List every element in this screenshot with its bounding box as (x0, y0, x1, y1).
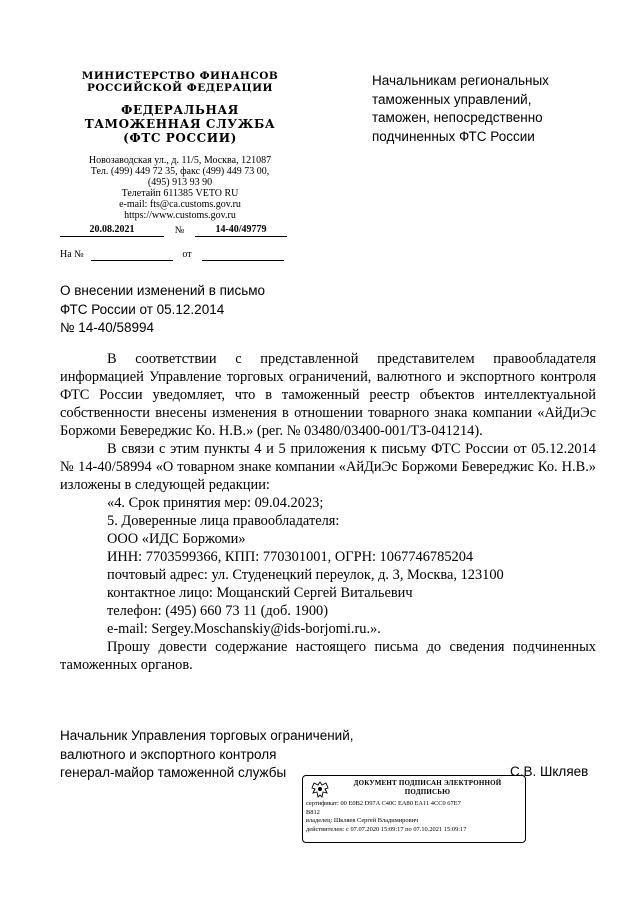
body-ids: ИНН: 7703599366, КПП: 770301001, ОГРН: 1067746785204 (107, 549, 474, 565)
letter-number: 14-40/49779 (195, 224, 287, 237)
letterhead (60, 70, 300, 221)
addressee (372, 72, 612, 146)
outgoing-registration (60, 224, 290, 237)
electronic-signature-stamp (302, 775, 526, 843)
stamp-title (335, 779, 520, 796)
addressee-line-4: подчиненных ФТС России (372, 128, 535, 144)
ref-number-label: На № (60, 249, 84, 260)
agency-address: Новозаводская ул., д. 11/5, Москва, 121087 (88, 155, 272, 166)
subject-line-1: О внесении изменений в письмо (60, 283, 266, 298)
body-contact-person: контактное лицо: Мощанский Сергей Витальевич (107, 585, 413, 601)
agency-contacts (60, 155, 300, 221)
letter-body (60, 350, 596, 674)
agency-line-1: ФЕДЕРАЛЬНАЯ (121, 103, 239, 117)
body-paragraph-3: Прошу довести содержание настоящего письма до сведения подчиненных таможенных органов. (60, 639, 596, 673)
signatory-line-3: генерал-майор таможенной службы (60, 765, 287, 780)
signatory-line-2: валютного и экспортного контроля (60, 746, 277, 762)
letter-subject (60, 282, 320, 338)
body-paragraph-2: В связи с этим пункты 4 и 5 приложения к письму ФТС России от 05.12.2014 № 14-40/58994 «О товарном знаке компании «АйДиЭс Боржоми Бевереджис Ко. Н.В.» изложены в следующей редакции: (60, 441, 596, 493)
stamp-title-line-2: ПОДПИСЬЮ (404, 787, 451, 796)
subject-line-2: ФТС России от 05.12.2014 (60, 301, 225, 317)
stamp-title-line-1: ДОКУМЕНТ ПОДПИСАН ЭЛЕКТРОННОЙ (353, 779, 502, 787)
stamp-details (306, 800, 522, 834)
agency-website: https://www.customs.gov.ru (124, 210, 236, 221)
body-phone: телефон: (495) 660 73 11 (доб. 1900) (107, 603, 329, 619)
body-paragraph-1: В соответствии с представленной представителем правообладателя информацией Управление торговых ограничений, валютного и экспортного контроля ФТС России уведомляет, что в таможенный реестр объектов интеллектуальной собственности внесены изменения в отношении товарного знака компании «АйДиЭс Боржоми Бевереджис Ко. Н.В.» (рег. № 03480/03400-001/ТЗ-041214). (60, 351, 596, 439)
agency-email: e-mail: fts@ca.customs.gov.ru (119, 199, 241, 210)
addressee-line-3: таможен, непосредственно (372, 110, 543, 125)
ref-date-blank (202, 248, 284, 261)
signatory-name: С.В. Шкляев (510, 764, 589, 779)
signatory-line-1: Начальник Управления торговых ограничений, (60, 728, 354, 743)
body-email: e-mail: Sergey.Moschanskiy@ids-borjomi.ru.». (107, 621, 381, 637)
addressee-line-1: Начальникам региональных (372, 73, 549, 88)
agency-teletype: Телетайп 611385 VETO RU (121, 188, 239, 199)
incoming-reference (60, 248, 290, 261)
addressee-line-2: таможенных управлений, (372, 91, 532, 107)
number-label: № (174, 225, 185, 236)
agency-phone-2: (495) 913 93 90 (147, 177, 213, 188)
ministry-line-2: РОССИЙСКОЙ ФЕДЕРАЦИИ (87, 82, 273, 94)
letter-date: 20.08.2021 (60, 224, 164, 237)
body-company: ООО «ИДС Боржоми» (107, 531, 246, 547)
eagle-emblem-icon (309, 780, 331, 800)
stamp-certificate: сертификат: 00 E0B2 D97A C40C EA80 EA11 4CC0 67E7 (306, 800, 461, 807)
agency-line-2: ТАМОЖЕННАЯ СЛУЖБА (84, 117, 276, 131)
agency-phone-fax: Тел. (499) 449 72 35, факс (499) 449 73 00, (90, 166, 270, 177)
ref-number-blank (91, 248, 173, 261)
stamp-owner: владелец: Шкляев Сергей Владимирович (306, 817, 419, 825)
body-item-5: 5. Доверенные лица правообладателя: (107, 513, 340, 529)
ref-from-label: от (182, 249, 192, 260)
agency-name (60, 103, 300, 145)
subject-line-3: № 14-40/58994 (60, 320, 155, 335)
ministry-line-1: МИНИСТЕРСТВО ФИНАНСОВ (81, 70, 279, 82)
body-postal-address: почтовый адрес: ул. Студенецкий переулок, д. 3, Москва, 123100 (107, 567, 504, 583)
agency-line-3: (ФТС РОССИИ) (123, 131, 237, 145)
body-item-4: «4. Срок принятия мер: 09.04.2023; (107, 495, 324, 511)
stamp-certificate-cont: B812 (306, 808, 320, 816)
stamp-validity: действителен: с 07.07.2020 15:09:17 по 07.10.2021 15:09:17 (306, 825, 467, 833)
